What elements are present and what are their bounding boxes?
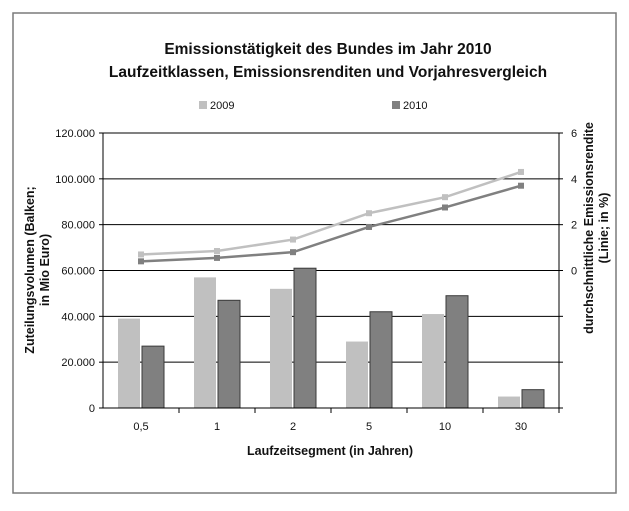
yield-point-2010: [366, 224, 372, 230]
y2-tick-label: 6: [571, 128, 578, 140]
y-tick-label: 60.000: [61, 265, 95, 278]
yield-point-2009: [214, 248, 220, 254]
y-axis-label-line-1: Zuteilungsvolumen (Balken;: [23, 186, 37, 354]
y-tick-label: 40.000: [61, 311, 95, 324]
legend-swatch-2009: [199, 101, 207, 109]
yield-point-2009: [366, 210, 372, 216]
yield-point-2010: [138, 258, 144, 264]
yield-point-2009: [518, 169, 524, 175]
bar-2009: [270, 289, 292, 408]
y-tick-label: 120.000: [55, 128, 95, 140]
yield-point-2010: [214, 255, 220, 261]
bar-2009: [498, 397, 520, 408]
bar-2009: [118, 319, 140, 408]
yield-point-2010: [442, 204, 448, 210]
y2-axis-label-line-1: durchschnittliche Emissionsrendite: [582, 122, 596, 334]
chart-subtitle: Laufzeitklassen, Emissionsrenditen und Vorjahresvergleich: [108, 64, 548, 81]
bar-2009: [194, 277, 216, 408]
bar-2010: [218, 300, 240, 408]
chart-title: Emissionstätigkeit des Bundes im Jahr 2010: [164, 41, 492, 58]
legend-label-2009: 2009: [210, 100, 235, 112]
x-tick-label: 2: [289, 421, 297, 433]
y-tick-label: 80.000: [61, 219, 95, 232]
bar-2010: [370, 312, 392, 408]
legend-swatch-2010: [392, 101, 400, 109]
y2-tick-label: 4: [571, 173, 578, 186]
x-tick-label: 0,5: [133, 421, 149, 433]
bar-2009: [346, 342, 368, 408]
bar-2010: [294, 268, 316, 408]
x-tick-label: 10: [438, 421, 452, 433]
yield-point-2009: [138, 251, 144, 257]
x-tick-label: 30: [514, 421, 528, 433]
bar-2010: [142, 346, 164, 408]
bar-2010: [446, 296, 468, 408]
x-tick-label: 1: [213, 421, 221, 433]
y2-tick-label: 2: [571, 219, 578, 232]
y-tick-label: 100.000: [55, 173, 95, 186]
x-tick-label: 5: [365, 421, 373, 433]
legend-label-2010: 2010: [403, 100, 428, 112]
yield-point-2009: [290, 237, 296, 243]
x-axis-label: Laufzeitsegment (in Jahren): [247, 444, 413, 458]
y-axis-label-line-2: in Mio Euro): [38, 233, 52, 307]
bar-2009: [422, 314, 444, 408]
y-tick-label: 0: [88, 403, 95, 415]
y2-axis-label-line-2: (Linie; in %): [597, 192, 611, 264]
y2-tick-label: 0: [571, 265, 578, 278]
yield-point-2010: [518, 183, 524, 189]
yield-point-2010: [290, 249, 296, 255]
bar-2010: [522, 390, 544, 408]
y-tick-label: 20.000: [61, 357, 95, 370]
yield-point-2009: [442, 194, 448, 200]
